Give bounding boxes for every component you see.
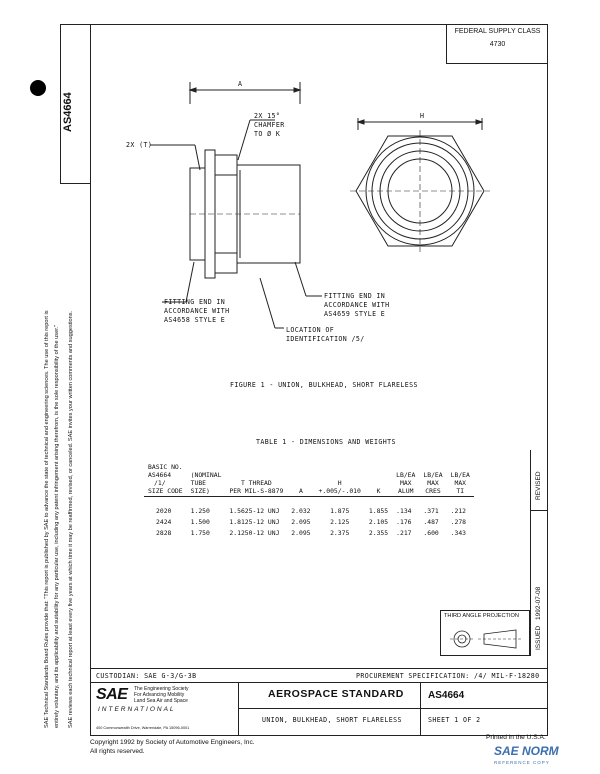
standard-title: AEROSPACE STANDARD: [268, 688, 404, 700]
sidebar-note-1: SAE Technical Standards Board Rules provide that: "This report is published by SAE to advance the state of technical and engineering sciences. The use of this report is: [44, 310, 50, 728]
rights: All rights reserved.: [90, 748, 145, 755]
figure-caption: FIGURE 1 - UNION, BULKHEAD, SHORT FLARELESS: [230, 381, 418, 389]
table-row: 2424 1.500 1.8125-12 UNJ 2.095 2.125 2.105 .176 .487 .278: [156, 518, 467, 526]
third-angle-symbol: [448, 624, 526, 654]
sae-tagline: The Engineering Society For Advancing Mobility Land Sea Air and Space: [134, 686, 189, 704]
fsc-label: FEDERAL SUPPLY CLASS: [454, 28, 541, 35]
custodian-label: CUSTODIAN: SAE G-3/G-3B: [96, 672, 197, 680]
title-block-divider: [90, 682, 548, 683]
header-ti: LB/EA MAX TI: [447, 462, 474, 497]
title-block-vline-2: [420, 682, 421, 736]
location-note: LOCATION OF IDENTIFICATION /5/: [286, 326, 365, 343]
table-header-row: [144, 462, 474, 497]
thread-note: 2X (T): [126, 141, 153, 149]
part-title: UNION, BULKHEAD, SHORT FLARELESS: [262, 716, 402, 724]
sidebar-note-3: SAE reviews each technical report at least every five years at which time it may be reaffirmed, revised, or canceled. SAE invites your written comments and suggestions.: [68, 310, 74, 728]
revision-column-line: [530, 450, 531, 656]
dimensions-table: [144, 462, 474, 538]
doc-number-title: AS4664: [428, 690, 465, 701]
dim-h-label: H: [420, 112, 425, 120]
sheet-label: SHEET 1 OF 2: [428, 716, 481, 724]
header-cres: LB/EA MAX CRES: [419, 462, 446, 497]
sae-address: 400 Commonwealth Drive, Warrendale, PA 15096-0001: [96, 726, 190, 730]
table-row: 2020 1.250 1.5625-12 UNJ 2.032 1.875 1.855 .134 .371 .212: [156, 507, 467, 515]
dim-a-label: A: [238, 80, 243, 88]
header-alum: LB/EA MAX ALUM: [392, 462, 419, 497]
issued-date: 1992-07-08: [535, 586, 542, 620]
revision-column-divider: [530, 510, 548, 511]
chamfer-note: 2X 15° CHAMFER TO Ø K: [254, 112, 285, 138]
sae-international: INTERNATIONAL: [98, 706, 176, 713]
table-row: 2828 1.750 2.1250-12 UNJ 2.095 2.375 2.355 .217 .600 .343: [156, 529, 467, 537]
revised-label: REVISED: [535, 471, 542, 500]
watermark-logo: SAE NORM: [494, 744, 559, 758]
left-fitting-note: FITTING END IN ACCORDANCE WITH AS4658 STYLE E: [164, 298, 230, 324]
header-a: A: [287, 462, 314, 497]
federal-supply-class-box: [446, 24, 548, 64]
header-h: H +.005/-.010: [315, 462, 365, 497]
issued-label: ISSUED: [535, 625, 542, 650]
sidebar-note-2: entirely voluntary, and its applicability and suitability for any particular use, including any patent infringement arising therefrom, is the sole responsibility of the user.": [54, 324, 60, 728]
header-t-thread: T THREAD PER MIL-S-8879: [225, 462, 287, 497]
procurement-label: PROCUREMENT SPECIFICATION: /4/ MIL-F-18280: [356, 672, 540, 680]
punch-hole-dot: [30, 80, 46, 96]
header-basic-no: BASIC NO. AS4664 /1/ SIZE CODE: [144, 462, 187, 497]
printed-in: Printed in the U.S.A.: [486, 734, 546, 741]
header-k: K: [365, 462, 392, 497]
header-tube-size: (NOMINAL TUBE SIZE): [187, 462, 226, 497]
doc-number-vertical: AS4664: [62, 92, 74, 132]
table-title: TABLE 1 - DIMENSIONS AND WEIGHTS: [256, 438, 396, 446]
right-fitting-note: FITTING END IN ACCORDANCE WITH AS4659 STYLE E: [324, 292, 390, 318]
watermark-sub: REFERENCE COPY: [494, 760, 550, 765]
sae-logo: SAE: [96, 686, 128, 703]
copyright: Copyright 1992 by Society of Automotive Engineers, Inc.: [90, 739, 255, 746]
title-block-vline-1: [238, 682, 239, 736]
third-angle-label: THIRD ANGLE PROJECTION: [444, 613, 519, 619]
title-block-top: [90, 668, 548, 669]
title-block-mid: [238, 708, 548, 709]
fsc-value: 4730: [489, 41, 506, 48]
